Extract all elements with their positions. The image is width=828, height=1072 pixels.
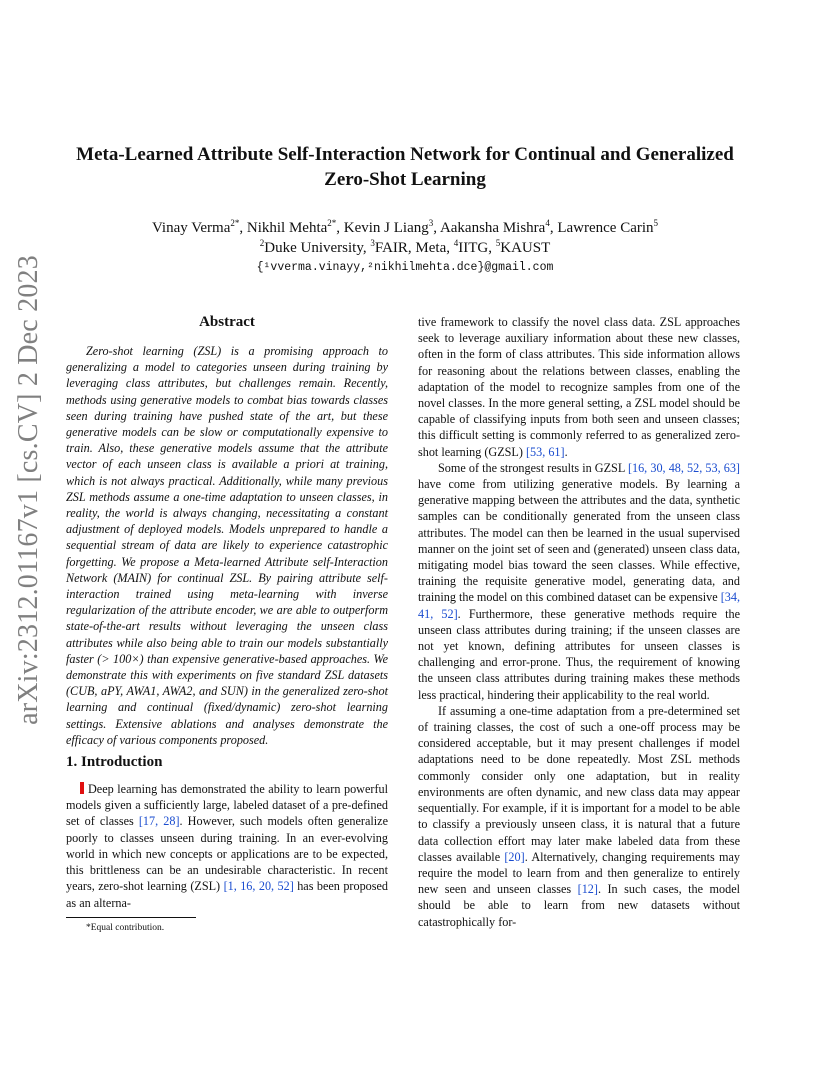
affiliation: $^2$Duke University [259,238,363,256]
citation-link[interactable]: [12] [577,882,598,897]
affiliation: $^5$KAUST [495,238,551,256]
intro-p1-continuation-left: has been proposed as an alterna- [66,879,389,910]
intro-paragraph-1-continued: tive framework to classify the novel class data. ZSL approaches seek to leverage auxiliary information about these new classes, often in the form of class attributes. This side information allows for reasoning about the relations between classes, enabling the adaptation of the model to recognize samples from one of the novel classes. In the more general setting, a ZSL model should be capable of classifying inputs from both seen and unseen classes; this difficult setting is commonly referred to as generalized zero-shot learning (GZSL) [53, 61]. [418,315,740,459]
right-column [418,314,740,930]
title-line-2: Zero-Shot Learning [324,169,486,190]
citation-link[interactable]: [53, 61] [525,444,565,459]
author-list: Vinay Verma$^{2*}$, Nikhil Mehta$^{2*}$, Kevin J Liang$^3$, Aakansha Mishra$^4$, Lawrence Carin$^5$ [151,218,659,236]
footnote-divider [66,917,196,918]
title-line-1: Meta-Learned Attribute Self-Interaction Network for Continual and Generalized [76,144,734,165]
citation-link[interactable]: [17, 28] [138,814,180,829]
affiliations: $^2$Duke University, $^3$FAIR, Meta, $^4$IITG, $^5$KAUST [259,238,551,256]
author-emails[interactable]: {¹vverma.vinayy,²nikhilmehta.dce}@gmail.com [256,261,554,274]
intro-paragraph-3: If assuming a one-time adaptation from a pre-determined set of training classes, the cost of such a one-off process may be considered acceptable, but it may present challenges if model adaptations need to be done repeatedly. Most ZSL methods commonly consider only one adaptation, but in reality environments are often dynamic, and new class data may appear sequentially. For example, if it is important for a model to be able to classify a previously unseen class, it is natural that a future data collection effort may later make labeled data from these classes available [20]. Alternatively, changing requirements may require the model to learn from and then generalize to entirely new seen and unseen classes [12]. In such cases, the model should be able to learn from new datasets without catastrophically for- [418,703,740,929]
arxiv-stamp [12,255,46,725]
author: Vinay Verma$^{2*}$ [151,218,240,236]
annotation-marker [80,782,84,794]
author: Kevin J Liang$^3$ [343,218,434,236]
intro-paragraph-2: Some of the strongest results in GZSL [16, 30, 48, 52, 53, 63] have come from utilizing generative models. By learning a generative mapping between the attributes and the data, synthetic samples can be conditionally generated from the unseen class attributes. The model can then be learned in the usual supervised manner on the joint set of seen and (generated) unseen class data, mitigating model bias toward the seen classes. While effective, training the requisite generative model, generating data, and training the model on this combined dataset can be expensive [34, 41, 52]. Furthermore, these generative methods require the unseen class attributes during training; if the unseen classes are not yet known, defining attributes for unseen classes is challenging and error-prone. Thus, the requirement of knowing the unseen class attributes during training makes these methods less practical, hindering their applicability to the real world. [418,460,740,702]
affiliation: $^3$FAIR, Meta [370,238,447,256]
paper-title [60,142,750,192]
section-heading-introduction: 1. Introduction [66,754,163,771]
abstract-body: Zero-shot learning (ZSL) is a promising approach to generalizing a model to categories unseen during training by leveraging class attributes, but challenges remain. Recently, methods using generative models to combat bias towards classes seen during training have pushed state of the art, but these generative models can be slow or computationally expensive to train. Also, these generative models assume that the attribute vector of each unseen class is available a priori at training, which is not always practical. Additionally, while many previous ZSL methods assume a one-time adaptation to unseen classes, in reality, the world is always changing, necessitating a constant adjustment of deployed models. Models unprepared to handle a sequential stream of data are likely to experience catastrophic forgetting. We propose a Meta-learned Attribute self-Interaction Network (MAIN) for continual ZSL. By pairing attribute self-interaction trained using meta-learning with inverse regularization of the attribute encoder, we are able to outperform state-of-the-art results without leveraging the unseen class attributes while also being able to train our models substantially faster (> 100×) than expensive generative-based approaches. We demonstrate this with experiments on five standard ZSL datasets (CUB, aPY, AWA1, AWA2, and SUN) in the generalized zero-shot learning and continual (fixed/dynamic) zero-shot learning settings. Extensive ablations and analyses demonstrate the efficacy of various components proposed. [66,344,388,747]
author: Lawrence Carin$^5$ [557,218,659,236]
citation-link[interactable]: [1, 16, 20, 52] [223,879,294,894]
left-column [66,314,388,934]
abstract-heading: Abstract [199,314,255,330]
citation-link[interactable]: [20] [504,849,525,864]
affiliation: $^4$IITG [453,238,489,256]
arxiv-identifier[interactable]: arXiv:2312.01167v1 [cs.CV] 2 Dec 2023 [13,255,44,725]
intro-paragraph-1: Deep learning has demonstrated the ability to learn powerful models given a sufficiently large, labeled dataset of a pre-defined set of classes [17, 28]. However, such models often generalize poorly to classes unseen during training. In an ever-evolving world in which new concepts or applications are to be expected, this brittleness can be an undesirable characteristic. In recent years, zero-shot learning (ZSL) [1, 16, 20, 52] has been proposed as an alterna- [66,782,389,910]
citation-link[interactable]: [34, 41, 52] [418,590,740,621]
citation-link[interactable]: [16, 30, 48, 52, 53, 63] [627,460,740,475]
author: Aakansha Mishra$^4$ [439,218,550,236]
intro-p1-continuation-right: tive framework to classify the novel class data. ZSL approaches seek to leverage auxiliary information about these new classes, often in the form of class attributes. This side information allows for reasoning about the relations between classes, enabling the adaptation of the model to recognize samples from one of the novel classes. In the more general setting, a ZSL model should be capable of classifying inputs from both seen and unseen classes; this difficult setting is commonly referred to as generalized zero-shot learning (GZSL) [418,315,740,459]
author: Nikhil Mehta$^{2*}$ [246,218,337,236]
footnote: *Equal contribution. [86,922,165,933]
